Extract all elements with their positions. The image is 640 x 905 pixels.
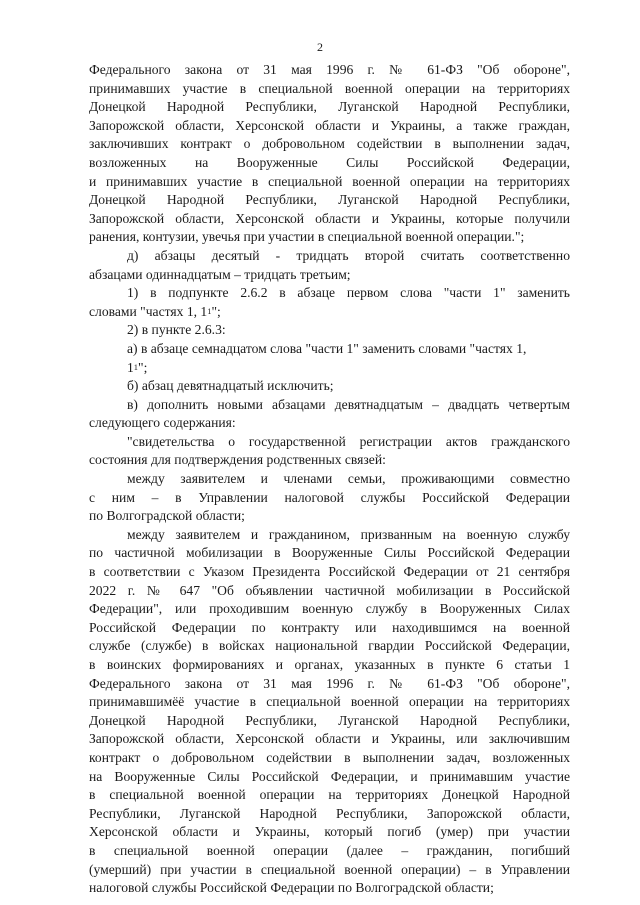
text-line	[89, 768, 570, 787]
line-text: 1) в подпункте 2.6.2 в абзаце первом слова "части 1" заменить	[127, 285, 570, 301]
line-tail: ";	[211, 303, 221, 319]
text-line	[89, 600, 570, 619]
line-text: словами "частях 1, 1	[89, 303, 208, 319]
line-text: по Волгоградской области;	[89, 508, 245, 524]
line-text: возложенных на Вооруженные Силы Российской Федерации,	[89, 154, 570, 170]
document-body	[89, 61, 570, 898]
line-text: (умерший) при участии в специальной военной операции) – в Управлении	[89, 861, 570, 877]
line-text: с ним – в Управлении налоговой службы Российской Федерации	[89, 489, 570, 505]
text-line	[89, 675, 570, 694]
text-line	[89, 637, 570, 656]
line-text: 1	[127, 359, 134, 375]
text-line	[89, 284, 570, 303]
line-text: между заявителем и гражданином, призванным на военную службу	[127, 526, 570, 542]
text-line	[89, 135, 570, 154]
line-text: принимавших участие в специальной военной операции на территориях	[89, 80, 570, 96]
line-text: 2) в пункте 2.6.3:	[127, 322, 226, 338]
line-text: Донецкой Народной Республики, Луганской Народной Республики,	[89, 712, 570, 728]
text-line	[89, 210, 570, 229]
text-line	[89, 526, 570, 545]
line-text: в воинских формированиях и органах, указанных в пункте 6 статьи 1	[89, 657, 570, 672]
text-line	[89, 544, 570, 563]
line-text: Федерального закона от 31 мая 1996 г. № 61-ФЗ "Об обороне",	[89, 62, 570, 77]
line-text: в специальной военной операции на территориях Донецкой Народной	[89, 787, 570, 803]
line-text: Федерального закона от 31 мая 1996 г. № 61-ФЗ "Об обороне",	[89, 675, 570, 691]
line-text: Запорожской области, Херсонской области и Украины, а также граждан,	[89, 117, 570, 133]
superscript: 1	[133, 361, 139, 372]
text-line	[89, 414, 570, 433]
line-text: Донецкой Народной Республики, Луганской Народной Республики,	[89, 99, 570, 115]
line-text: Российской Федерации по контракту или находившимся на военной	[89, 619, 570, 635]
line-text: а) в абзаце семнадцатом слова "части 1" заменить словами "частях 1,	[127, 340, 527, 356]
text-line	[89, 154, 570, 173]
line-text: состояния для подтверждения родственных связей:	[89, 452, 386, 468]
text-line	[89, 730, 570, 749]
text-line	[89, 823, 570, 842]
line-text: в специальной военной операции (далее – гражданин, погибший	[89, 842, 570, 858]
line-text: Федерации", или проходившим военную службу в Вооруженных Силах	[89, 601, 570, 617]
line-text: в соответствии с Указом Президента Российской Федерации от 21 сентября	[89, 564, 570, 580]
line-text: по частичной мобилизации в Вооруженные Силы Российской Федерации	[89, 545, 570, 561]
line-text: контракт о добровольном содействии в выполнении задач, возложенных	[89, 749, 570, 765]
line-text: службе (службе) в войсках национальной гвардии Российской Федерации,	[89, 638, 570, 654]
text-line	[89, 842, 570, 861]
line-text: в) дополнить новыми абзацами девятнадцатым – двадцать четвертым	[127, 396, 570, 412]
text-line	[89, 340, 570, 359]
text-line	[89, 861, 570, 880]
text-line	[89, 359, 570, 378]
text-line	[89, 805, 570, 824]
text-line	[89, 619, 570, 638]
text-line	[89, 563, 570, 582]
line-text: между заявителем и членами семьи, проживающими совместно	[127, 471, 570, 487]
text-line	[89, 786, 570, 805]
page-number: 2	[317, 40, 323, 54]
line-text: на Вооруженные Силы Российской Федерации, и принимавшим участие	[89, 768, 570, 784]
text-line	[89, 228, 570, 247]
text-line	[89, 470, 570, 489]
text-line	[89, 98, 570, 117]
text-line	[89, 80, 570, 99]
line-text: д) абзацы десятый - тридцать второй считать соответственно	[127, 247, 570, 263]
line-text: Херсонской области и Украины, который погиб (умер) при участии	[89, 824, 570, 840]
text-line	[89, 61, 570, 80]
text-line	[89, 693, 570, 712]
text-line	[89, 247, 570, 266]
superscript: 1	[207, 305, 212, 316]
line-text: б) абзац девятнадцатый исключить;	[127, 378, 334, 394]
line-text: Запорожской области, Херсонской области и Украины, или заключившим	[89, 731, 570, 747]
line-text: принимавшимёё участие в специальной военной операции на территориях	[89, 694, 570, 710]
text-line	[89, 656, 570, 675]
line-text: заключивших контракт о добровольном содействии в выполнении задач,	[89, 136, 570, 152]
line-text: Донецкой Народной Республики, Луганской Народной Республики,	[89, 192, 570, 208]
text-line	[89, 377, 570, 396]
line-text: абзацами одиннадцатым – тридцать третьим;	[89, 266, 351, 282]
text-line	[89, 191, 570, 210]
text-line	[89, 451, 570, 470]
text-line	[89, 489, 570, 508]
line-text: следующего содержания:	[89, 415, 236, 431]
text-line	[89, 507, 570, 526]
text-line	[89, 712, 570, 731]
line-text: Республики, Луганской Народной Республики, Запорожской области,	[89, 805, 570, 821]
text-line	[89, 433, 570, 452]
text-line	[89, 321, 570, 340]
line-text: Запорожской области, Херсонской области и Украины, которые получили	[89, 210, 570, 226]
text-line	[89, 879, 570, 898]
text-line	[89, 582, 570, 601]
line-text: "свидетельства о государственной регистрации актов гражданского	[127, 433, 570, 449]
text-line	[89, 173, 570, 192]
text-line	[89, 396, 570, 415]
line-tail: ";	[138, 359, 148, 375]
line-text: и принимавших участие в специальной военной операции на территориях	[89, 173, 570, 189]
line-text: ранения, контузии, увечья при участии в специальной военной операции.";	[89, 229, 525, 245]
text-line	[89, 303, 570, 322]
text-line	[89, 266, 570, 285]
line-text: 2022 г. № 647 "Об объявлении частичной мобилизации в Российской	[89, 582, 570, 598]
line-text: налоговой службы Российской Федерации по Волгоградской области;	[89, 880, 494, 896]
text-line	[89, 117, 570, 136]
text-line	[89, 749, 570, 768]
